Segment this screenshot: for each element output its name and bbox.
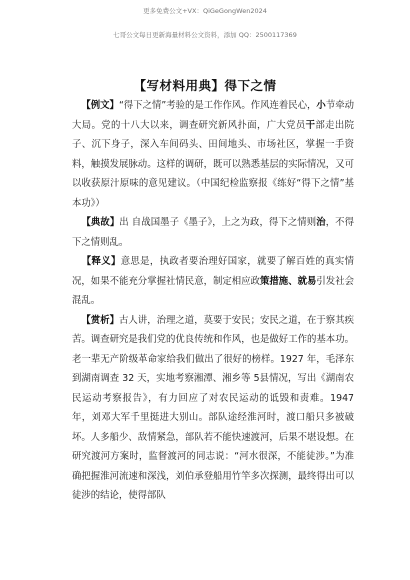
example-text-3: 部走出院子、沉下身子，深入车间码头、田间地头、市场社区，掌握一手资料，触摸发展脉动。这样的调研，既可以熟悉基层的实际情况，又可以收获原汁原味的意见建议。（中国纪检监察报《练好“得下之情”基本功》） [72,119,354,209]
example-emphasis-1: 小 [316,100,326,111]
appreciate-text: 古人讲，治理之道，莫要于安民；安民之道，在于察其疾苦。调查研究是我们党的优良传统和作风，也是做好工作的基本功。老一辈无产阶级革命家给我们做出了很好的榜样。1927 年，毛泽东到湖南调查 32 天，实地考察湘潭、湘乡等 5县情况，写出《湖南农民运动考察报告》，有力回应了对农民运动的诋毁和责难。1947 年，刘邓大军千里挺进大别山。部队途经淮河时，渡口船只多被破坏。人多船少、敌情紧急，部队若不能快速渡河，后果不堪设想。在研究渡河方案时，监督渡河的同志说：“河水很深，不能徒涉。”为准确把握淮河流速和深浅，刘伯承登船用竹竿多次探测，最终得出可以徒涉的结论，使得部队 [72,314,354,501]
appreciate-paragraph [72,311,354,506]
document-title: 【写材料用典】得下之情 [133,78,277,93]
example-text-2: 节牵动大局。党的十八大以来，调查研究新风扑面，广大党员 [72,100,354,131]
example-paragraph [72,96,354,213]
document-body [72,96,354,506]
interpret-text-2: 引发社会混乱。 [72,275,354,306]
example-emphasis-2: 干 [305,119,316,131]
interpret-emphasis: 策措施、就易 [260,275,317,287]
interpret-tag: 【释义】 [81,256,121,267]
example-tag: 【例文】 [81,100,119,111]
example-text: “得下之情”考验的是工作作风。作风连着民心， [118,100,317,111]
header-contact-line: 七哥公文每日更新海量材料公文资料，添加 QQ：2500117369 [113,31,297,39]
header-promo-line: 更多免费公文+VX：QiGeGongWen2024 [143,7,267,15]
source-text: 出 自战国墨子《墨子》，上之为政，得下之情则 [119,217,317,228]
interpret-text: 意思是，执政者要治理好国家，就要了解百姓的真实情况，如果不能充分掌握社情民意，制定相应政 [72,256,354,287]
source-tag: 【典故】 [81,217,120,228]
source-emphasis: 治 [316,217,326,228]
source-paragraph [72,213,354,252]
appreciate-tag: 【赏析】 [81,314,119,326]
interpret-paragraph [72,252,354,311]
source-text-2: ，不得下之情则乱。 [72,217,354,248]
